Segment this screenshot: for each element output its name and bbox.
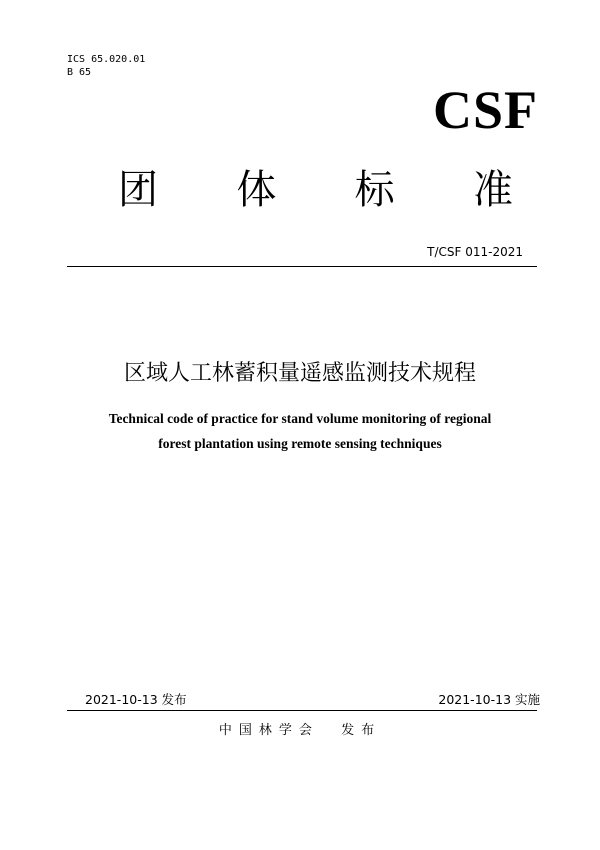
issuer: 中国林学会 发布 [218, 723, 382, 738]
ics-code: ICS 65.020.01 [67, 54, 146, 65]
implement-date: 2021-10-13 实施 [438, 692, 540, 707]
doc-type-char: 体 [236, 167, 277, 213]
document-type-heading [118, 164, 513, 216]
doc-type-char: 团 [118, 167, 158, 213]
classification-block [67, 53, 145, 79]
ccs-code: B 65 [67, 67, 92, 78]
top-divider [67, 266, 537, 267]
publish-date: 2021-10-13 发布 [85, 692, 187, 707]
title-english-line-1: Technical code of practice for stand volume monitoring of regional [108, 411, 492, 426]
doc-type-char: 准 [472, 167, 513, 213]
bottom-divider [67, 710, 537, 711]
standard-number: T/CSF 011-2021 [427, 245, 523, 259]
title-english-line-2: forest plantation using remote sensing techniques [158, 436, 442, 451]
title-english [0, 406, 600, 456]
title-chinese: 区域人工林蓄积量遥感监测技术规程 [123, 361, 476, 386]
doc-type-char: 标 [354, 167, 395, 213]
csf-logo: CSF [432, 80, 538, 140]
